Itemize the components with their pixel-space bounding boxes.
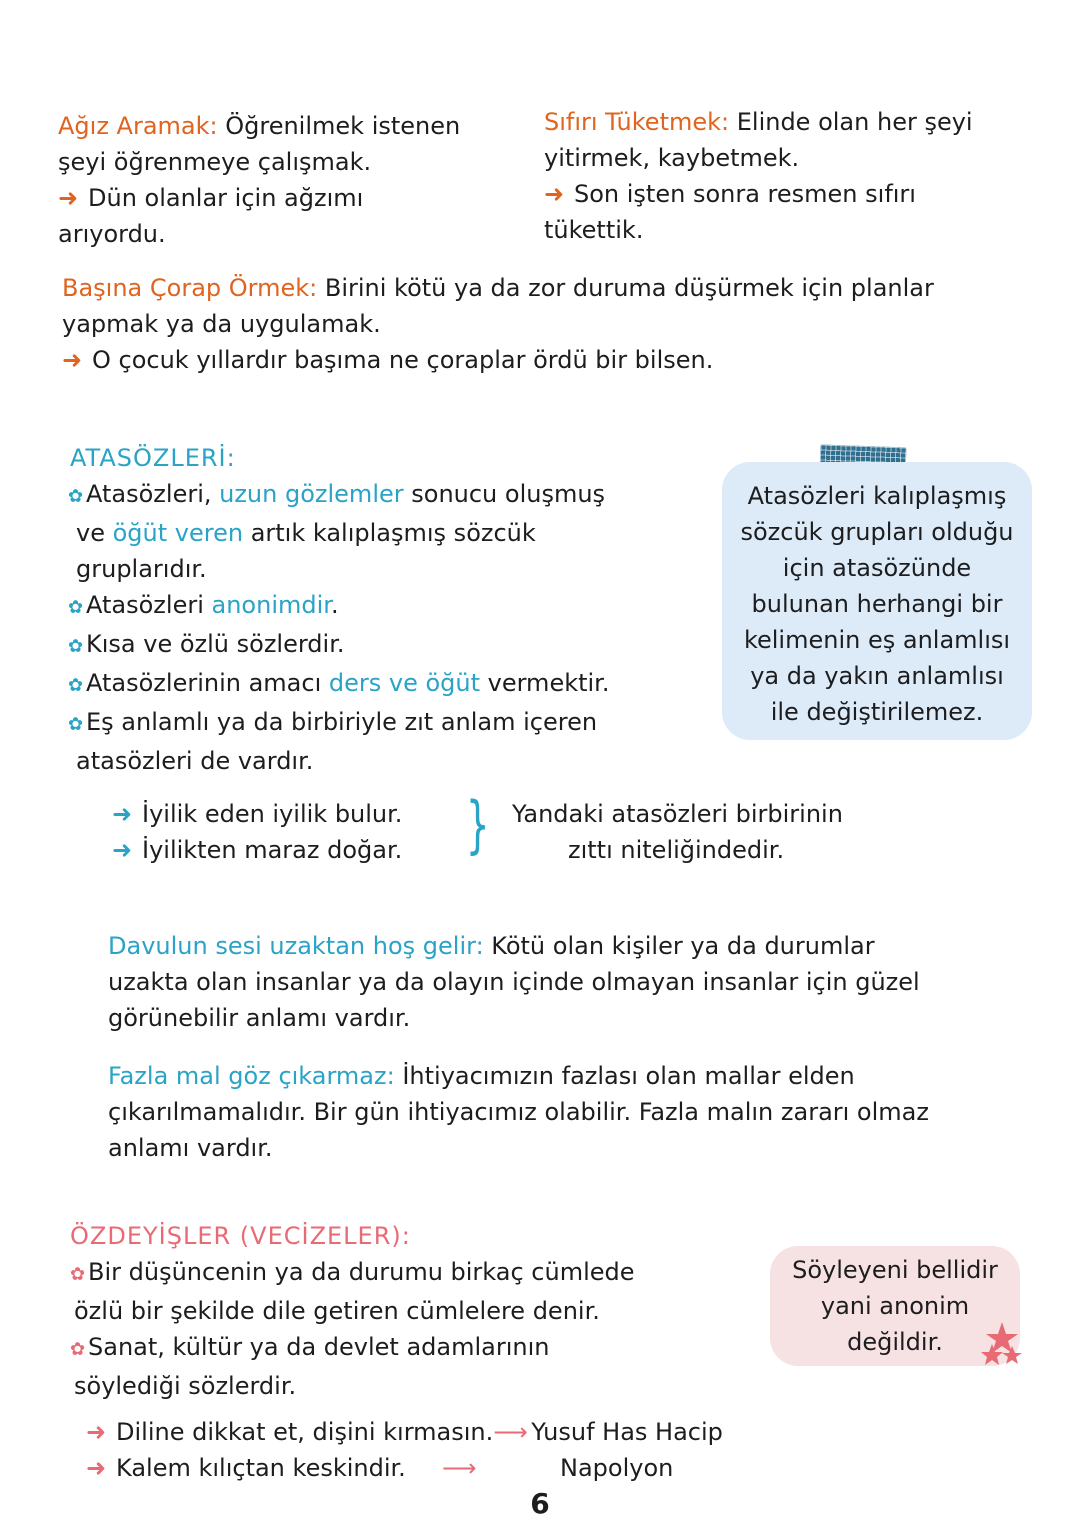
idiom-example-line: tükettik.: [544, 216, 644, 244]
star-decoration-icon: [980, 1320, 1024, 1366]
idiom-example: Son işten sonra resmen sıfırı: [574, 180, 916, 208]
arrow-right-icon: ⟶: [493, 1418, 528, 1446]
arrow-right-icon: ➜: [112, 836, 133, 864]
idiom-term: Sıfırı Tüketmek:: [544, 108, 730, 136]
idiom-example-line: arıyordu.: [58, 220, 166, 248]
page-number: 6: [530, 1487, 550, 1520]
curly-brace-icon: }: [465, 788, 490, 861]
flower-bullet-icon: ✿: [68, 486, 84, 507]
aphorism-examples: [86, 1414, 846, 1486]
idiom-basina-corap-ormek: [62, 270, 1022, 378]
idiom-agiz-aramak: [58, 108, 498, 252]
idiom-definition-line: yitirmek, kaybetmek.: [544, 144, 800, 172]
aphorism-author: Napolyon: [560, 1454, 674, 1482]
flower-bullet-icon: ✿: [70, 1264, 86, 1285]
idiom-definition: Öğrenilmek istenen: [217, 112, 461, 140]
proverb-bullets: ✿ Atasözleri, uzun gözlemler sonucu oluşmuş ve öğüt veren artık kalıplaşmış sözcük gruplarıdır. ✿ Atasözleri anonimdir. ✿ Kısa ve özlü sözlerdir. ✿ Atasözlerinin amacı ders ve öğüt vermektir. ✿ Eş anlamlı ya da birbiriyle zıt anlam içeren atasözleri de vardır.: [68, 480, 610, 775]
idiom-term: Ağız Aramak:: [58, 112, 218, 140]
long-arrow-right-icon: ⟶: [442, 1454, 477, 1482]
aphorism-quote: Kalem kılıçtan keskindir.: [116, 1454, 406, 1482]
proverb-term: Davulun sesi uzaktan hoş gelir:: [108, 932, 484, 960]
idiom-definition-line: şeyi öğrenmeye çalışmak.: [58, 148, 372, 176]
section-title-aphorisms: ÖZDEYİŞLER (VECİZELER):: [70, 1222, 411, 1250]
idiom-term: Başına Çorap Örmek:: [62, 274, 318, 302]
arrow-right-icon: ➜: [86, 1454, 107, 1482]
idiom-example: O çocuk yıllardır başıma ne çoraplar ördü bir bilsen.: [92, 346, 714, 374]
proverb-term: Fazla mal göz çıkarmaz:: [108, 1062, 395, 1090]
proverb-note-card: Atasözleri kalıplaşmış sözcük grupları olduğu için atasözünde bulunan herhangi bir kelimenin eş anlamlısı ya da yakın anlamlısı ile değiştirilemez.: [722, 462, 1032, 740]
aphorism-bullets: ✿ Bir düşüncenin ya da durumu birkaç cümlede özlü bir şekilde dile getiren cümlelere denir. ✿ Sanat, kültür ya da devlet adamlarının söylediği sözlerdir.: [70, 1258, 635, 1400]
arrow-right-icon: ➜: [544, 180, 565, 208]
flower-bullet-icon: ✿: [68, 675, 84, 696]
proverb-pair-examples: ➜ İyilik eden iyilik bulur. ➜ İyilikten maraz doğar.: [112, 796, 472, 868]
idiom-sifiri-tuketmek: [544, 104, 1024, 248]
proverb-davul: Davulun sesi uzaktan hoş gelir: Kötü olan kişiler ya da durumlar uzakta olan insanlar ya da olayın içinde olmayan insanlar için güzel görünebilir anlamı vardır.: [108, 932, 920, 1032]
arrow-right-icon: ➜: [86, 1418, 107, 1446]
flower-bullet-icon: ✿: [68, 597, 84, 618]
aphorism-example-row: [86, 1450, 846, 1486]
idiom-definition: Elinde olan her şeyi: [729, 108, 973, 136]
aphorism-author: Yusuf Has Hacip: [531, 1418, 723, 1446]
proverb-pair-explanation: Yandaki atasözleri birbirinin zıttı niteliğindedir.: [512, 800, 843, 864]
idiom-definition: Birini kötü ya da zor duruma düşürmek için planlar: [317, 274, 934, 302]
idiom-definition-line: yapmak ya da uygulamak.: [62, 310, 381, 338]
flower-bullet-icon: ✿: [68, 636, 84, 657]
idiom-example: Dün olanlar için ağzımı: [88, 184, 364, 212]
proverb-fazla-mal: Fazla mal göz çıkarmaz: İhtiyacımızın fazlası olan mallar elden çıkarılmamalıdır. Bir gün ihtiyacımız olabilir. Fazla malın zararı olmaz anlamı vardır.: [108, 1062, 929, 1162]
flower-bullet-icon: ✿: [68, 714, 84, 735]
aphorism-note-card: Söyleyeni bellidir yani anonim değildir.: [770, 1246, 1020, 1366]
section-title-proverbs: ATASÖZLERİ:: [70, 444, 236, 472]
arrow-right-icon: ➜: [112, 800, 133, 828]
arrow-right-icon: ➜: [62, 346, 83, 374]
aphorism-example-row: [86, 1414, 846, 1450]
aphorism-quote: Diline dikkat et, dişini kırmasın.: [116, 1418, 494, 1446]
flower-bullet-icon: ✿: [70, 1339, 86, 1360]
arrow-right-icon: ➜: [58, 184, 79, 212]
